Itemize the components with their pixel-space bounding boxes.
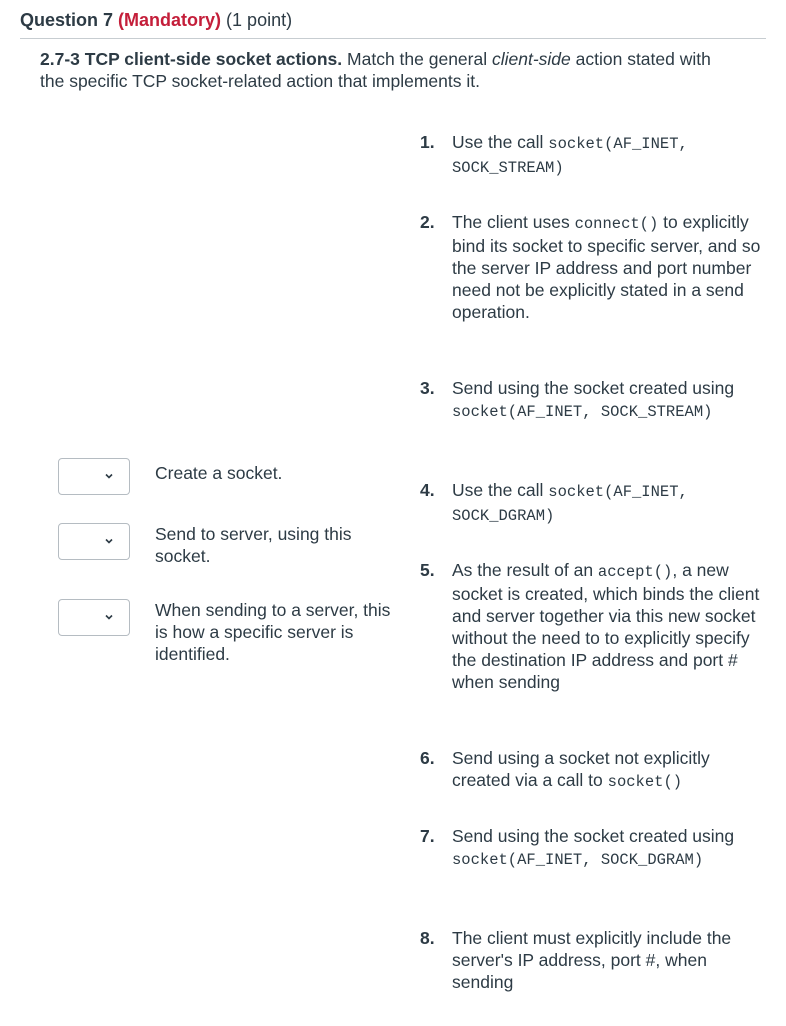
question-number: Question 7: [20, 10, 114, 30]
option-number: 4.: [420, 480, 435, 500]
chevron-down-icon: [103, 611, 115, 623]
option-number: 1.: [420, 132, 435, 152]
prompt-text-a: Match the general: [342, 49, 492, 69]
mandatory-label: (Mandatory): [118, 10, 222, 30]
option-text: Send using the socket created using: [452, 826, 735, 846]
option-code: socket(): [607, 773, 683, 791]
chevron-down-icon: [103, 470, 115, 482]
question-prompt: [40, 48, 740, 92]
chevron-down-icon: [103, 535, 115, 547]
option-text-tail: , a new socket is created, which binds the client and server together via this new socket without the need to to explicitly specify the destination IP address and port # when sending: [452, 560, 760, 692]
option-code: socket(AF_INET, SOCK_STREAM): [452, 403, 713, 421]
option-number: 7.: [420, 826, 435, 846]
option-code: socket(AF_INET, SOCK_DGRAM): [452, 483, 688, 525]
header-divider: [20, 38, 766, 39]
option-text-tail: to explicitly bind its socket to specific server, and so the server IP address and port number need not be explicitly stated in a send operation.: [452, 212, 761, 322]
option-text: Send using the socket created using: [452, 378, 735, 398]
option-text: As the result of an: [452, 560, 598, 580]
match-select-2[interactable]: [58, 523, 130, 560]
option-text: Send using a socket not explicitly created via a call to: [452, 748, 710, 790]
option-text: The client must explicitly include the server's IP address, port #, when sending: [452, 928, 732, 992]
option-number: 5.: [420, 560, 435, 580]
match-select-1[interactable]: [58, 458, 130, 495]
match-label: When sending to a server, this is how a specific server is identified.: [155, 600, 391, 664]
option-number: 3.: [420, 378, 435, 398]
option-code: socket(AF_INET, SOCK_STREAM): [452, 135, 688, 177]
prompt-title: 2.7-3 TCP client-side socket actions.: [40, 49, 343, 69]
match-select-3[interactable]: [58, 599, 130, 636]
option-text: Use the call: [452, 132, 549, 152]
option-text: Use the call: [452, 480, 549, 500]
prompt-text-b: action stated with the specific TCP socket-related action that implements it.: [40, 49, 711, 91]
match-label: Send to server, using this socket.: [155, 524, 352, 566]
match-label: Create a socket.: [155, 463, 283, 483]
option-code: accept(): [597, 563, 673, 581]
option-text: The client uses: [452, 212, 575, 232]
option-code: connect(): [574, 215, 659, 233]
prompt-italic: client-side: [491, 49, 571, 69]
question-header: [20, 9, 292, 31]
option-number: 6.: [420, 748, 435, 768]
points-label: (1 point): [226, 10, 293, 30]
option-code: socket(AF_INET, SOCK_DGRAM): [452, 851, 704, 869]
option-number: 2.: [420, 212, 435, 232]
option-number: 8.: [420, 928, 435, 948]
